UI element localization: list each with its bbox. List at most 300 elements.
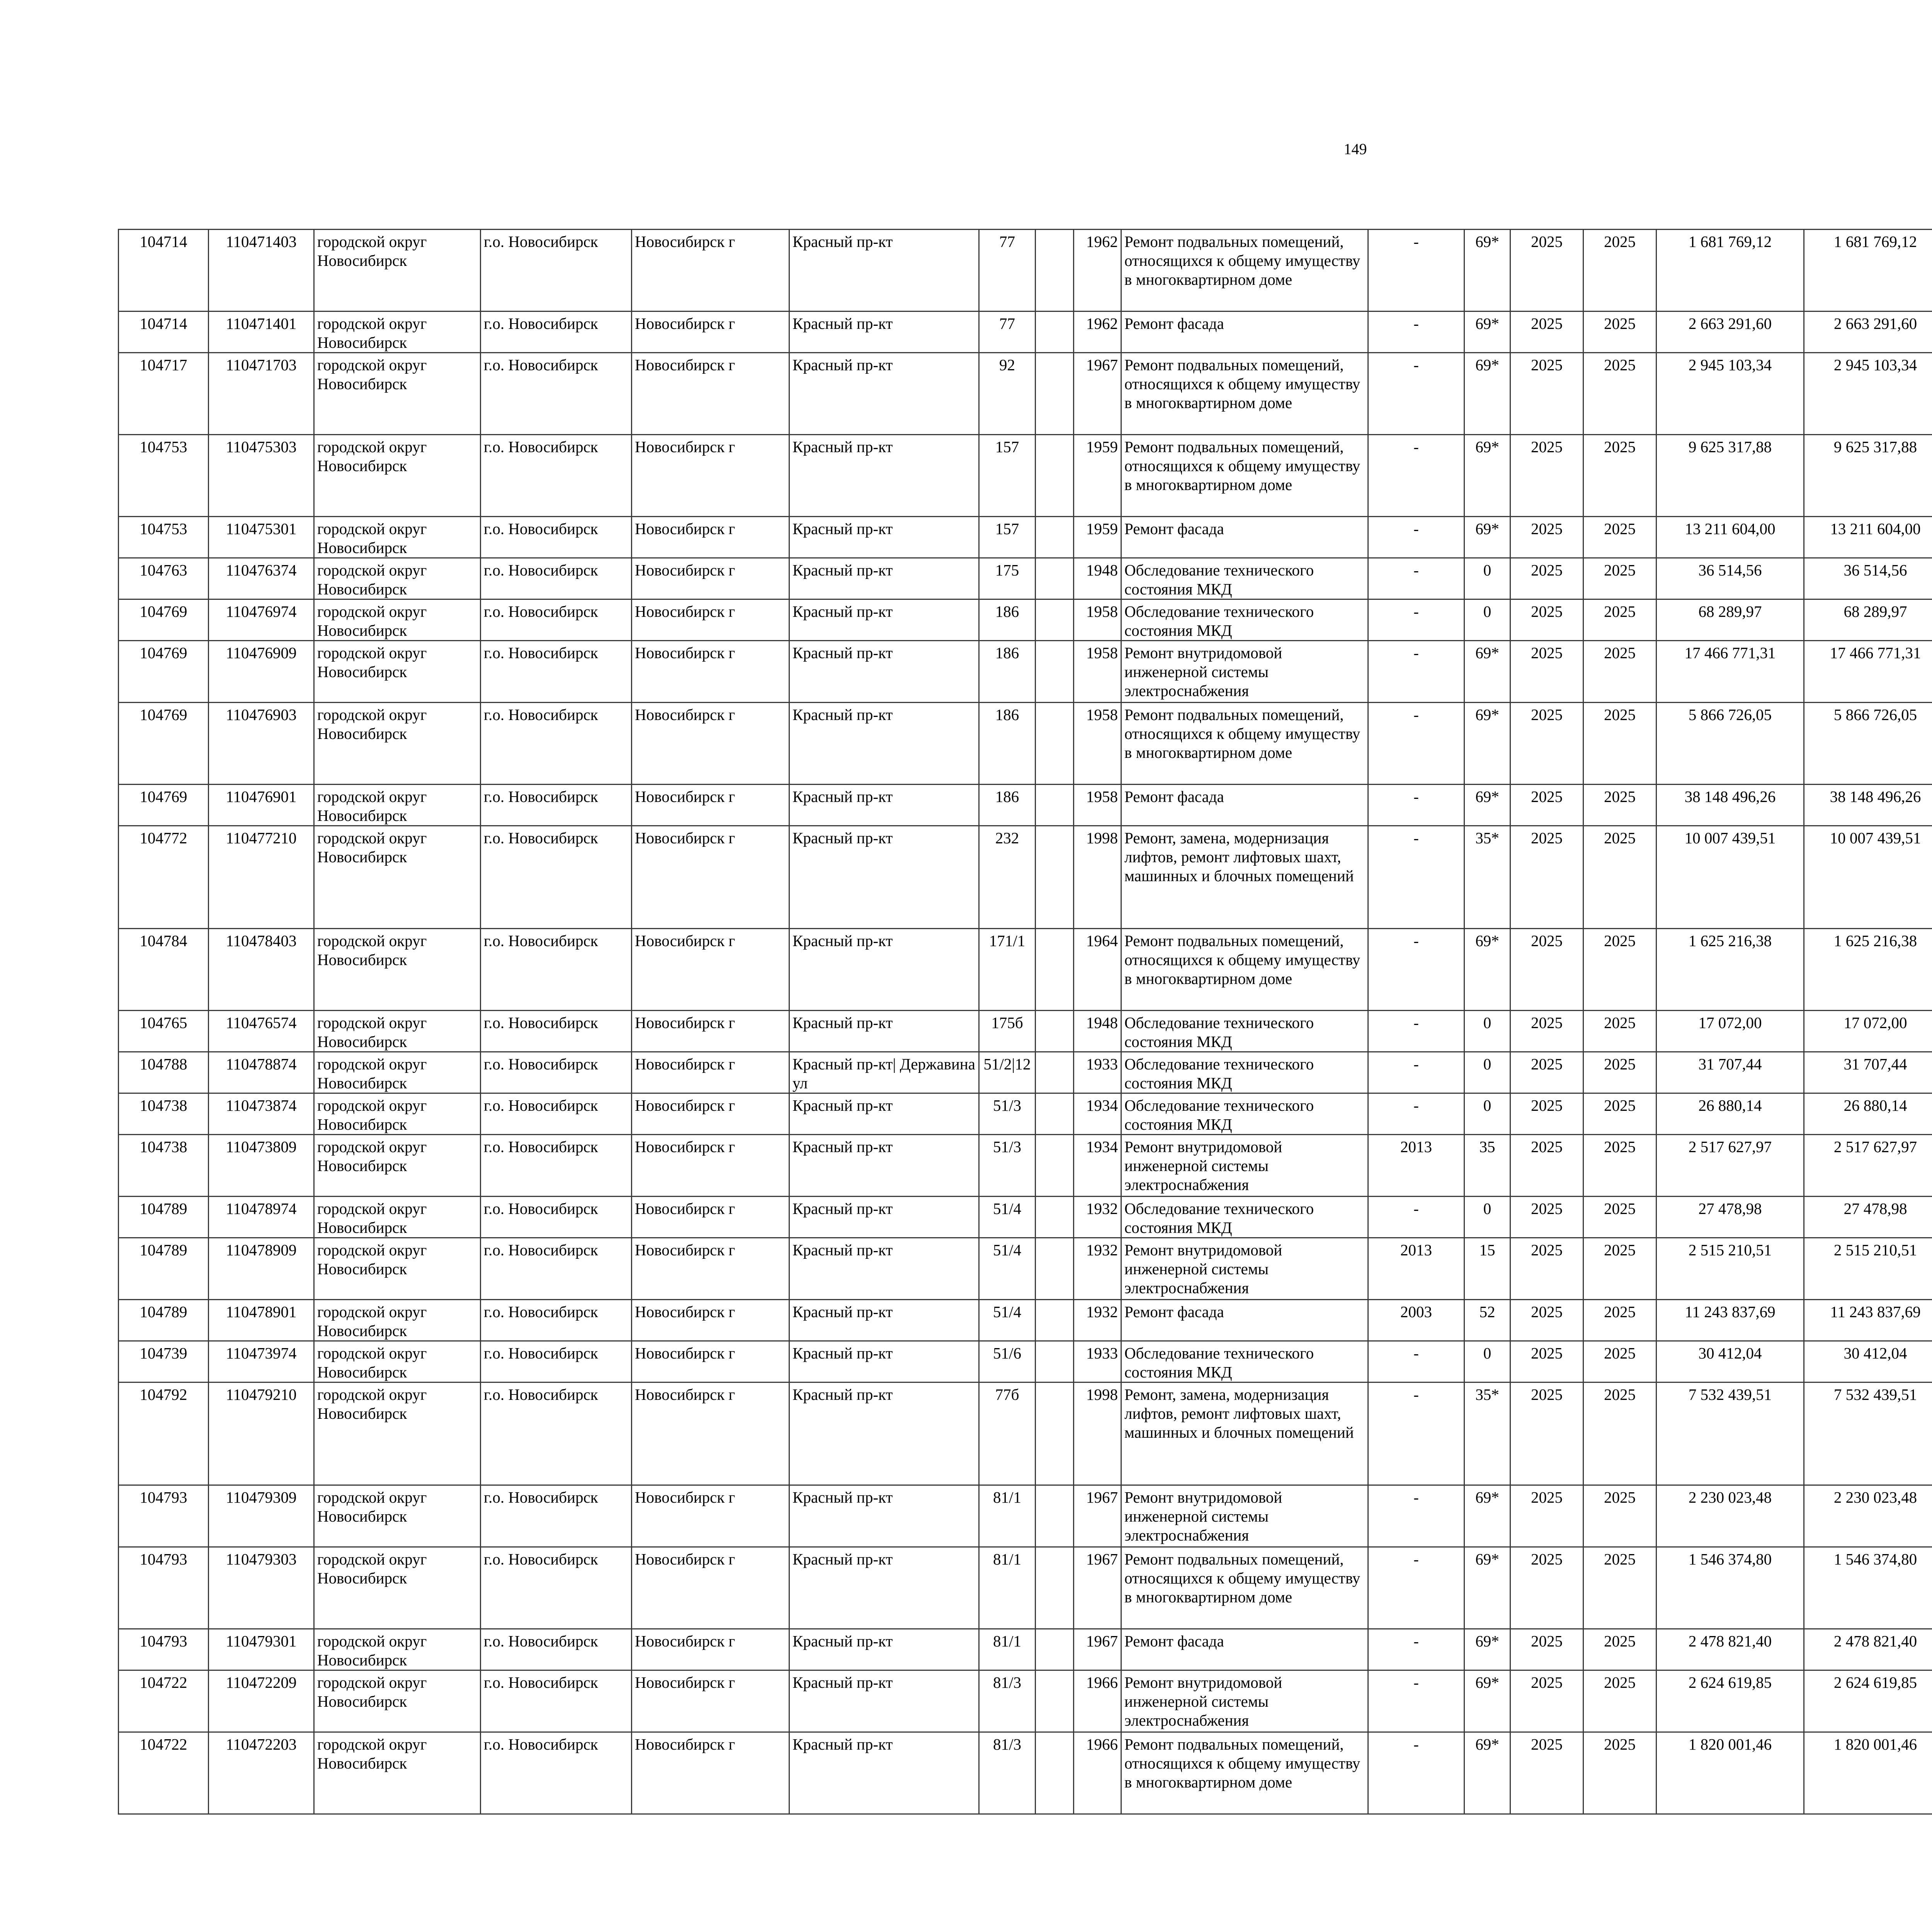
cell-municipal-district: городской округ Новосибирск <box>314 1135 481 1197</box>
cell-work-type: Ремонт фасада <box>1121 517 1368 558</box>
cell-work-type: Ремонт подвальных помещений, относящихся к общему имуществу в многоквартирном доме <box>1121 1547 1368 1629</box>
cell-total-cost: 1 546 374,80 <box>1656 1547 1804 1629</box>
cell-plan-year-end: 2025 <box>1583 435 1656 517</box>
cell-municipal-district: городской округ Новосибирск <box>314 599 481 641</box>
cell-total-cost: 2 517 627,97 <box>1656 1135 1804 1197</box>
page-number: 149 <box>1344 140 1367 158</box>
cell-locality: Новосибирск г <box>632 929 789 1011</box>
cell-plan-year-start: 2025 <box>1510 1485 1583 1547</box>
cell-work-id: 110471703 <box>209 353 314 435</box>
cell-work-type: Ремонт внутридомовой инженерной системы электроснабжения <box>1121 641 1368 703</box>
cell-settlement: г.о. Новосибирск <box>481 230 632 312</box>
cell-building <box>1036 1052 1074 1093</box>
cell-municipal-district: городской округ Новосибирск <box>314 1547 481 1629</box>
cell-municipal-district: городской округ Новосибирск <box>314 1382 481 1485</box>
cell-total-cost: 2 945 103,34 <box>1656 353 1804 435</box>
cell-fund-cost: 9 625 317,88 <box>1804 435 1932 517</box>
cell-construction-year: 1948 <box>1074 558 1121 599</box>
cell-construction-year: 1967 <box>1074 1485 1121 1547</box>
cell-house-id: 104753 <box>119 435 209 517</box>
cell-last-repair-year: - <box>1368 1093 1464 1135</box>
cell-wear-percent: 69* <box>1464 1547 1510 1629</box>
cell-work-id: 110476974 <box>209 599 314 641</box>
cell-house-id: 104789 <box>119 1238 209 1300</box>
cell-municipal-district: городской округ Новосибирск <box>314 353 481 435</box>
table-row <box>119 1670 1932 1732</box>
table-row <box>119 435 1932 517</box>
cell-plan-year-start: 2025 <box>1510 599 1583 641</box>
cell-plan-year-end: 2025 <box>1583 641 1656 703</box>
cell-wear-percent: 69* <box>1464 1732 1510 1814</box>
cell-construction-year: 1933 <box>1074 1341 1121 1382</box>
cell-settlement: г.о. Новосибирск <box>481 1547 632 1629</box>
cell-fund-cost: 30 412,04 <box>1804 1341 1932 1382</box>
cell-building <box>1036 1382 1074 1485</box>
cell-plan-year-start: 2025 <box>1510 1732 1583 1814</box>
cell-house-id: 104793 <box>119 1547 209 1629</box>
cell-total-cost: 7 532 439,51 <box>1656 1382 1804 1485</box>
cell-work-id: 110471401 <box>209 312 314 353</box>
cell-work-id: 110472203 <box>209 1732 314 1814</box>
table-row <box>119 1341 1932 1382</box>
cell-work-id: 110475301 <box>209 517 314 558</box>
cell-house-id: 104738 <box>119 1135 209 1197</box>
cell-construction-year: 1959 <box>1074 435 1121 517</box>
cell-last-repair-year: - <box>1368 703 1464 785</box>
cell-municipal-district: городской округ Новосибирск <box>314 703 481 785</box>
cell-plan-year-start: 2025 <box>1510 353 1583 435</box>
cell-work-type: Ремонт фасада <box>1121 1300 1368 1341</box>
cell-fund-cost: 2 478 821,40 <box>1804 1629 1932 1670</box>
cell-total-cost: 13 211 604,00 <box>1656 517 1804 558</box>
cell-house-id: 104769 <box>119 599 209 641</box>
cell-settlement: г.о. Новосибирск <box>481 703 632 785</box>
cell-work-id: 110479210 <box>209 1382 314 1485</box>
cell-plan-year-end: 2025 <box>1583 785 1656 826</box>
cell-building <box>1036 1011 1074 1052</box>
cell-last-repair-year: - <box>1368 1485 1464 1547</box>
cell-house-number: 51/3 <box>979 1093 1036 1135</box>
cell-total-cost: 30 412,04 <box>1656 1341 1804 1382</box>
cell-plan-year-end: 2025 <box>1583 1197 1656 1238</box>
cell-building <box>1036 517 1074 558</box>
cell-building <box>1036 312 1074 353</box>
table-row <box>119 1135 1932 1197</box>
cell-house-number: 51/2|12 <box>979 1052 1036 1093</box>
cell-building <box>1036 1238 1074 1300</box>
cell-wear-percent: 0 <box>1464 1197 1510 1238</box>
cell-construction-year: 1967 <box>1074 1629 1121 1670</box>
cell-street: Красный пр-кт <box>789 1011 979 1052</box>
cell-house-id: 104765 <box>119 1011 209 1052</box>
cell-street: Красный пр-кт <box>789 230 979 312</box>
cell-house-id: 104722 <box>119 1732 209 1814</box>
cell-total-cost: 2 624 619,85 <box>1656 1670 1804 1732</box>
cell-work-id: 110477210 <box>209 826 314 929</box>
cell-plan-year-end: 2025 <box>1583 1011 1656 1052</box>
cell-settlement: г.о. Новосибирск <box>481 1197 632 1238</box>
cell-street: Красный пр-кт <box>789 641 979 703</box>
cell-settlement: г.о. Новосибирск <box>481 312 632 353</box>
cell-work-id: 110472209 <box>209 1670 314 1732</box>
cell-locality: Новосибирск г <box>632 558 789 599</box>
cell-house-number: 175б <box>979 1011 1036 1052</box>
cell-work-type: Ремонт подвальных помещений, относящихся к общему имуществу в многоквартирном доме <box>1121 1732 1368 1814</box>
cell-construction-year: 1958 <box>1074 785 1121 826</box>
cell-work-id: 110478909 <box>209 1238 314 1300</box>
cell-total-cost: 2 230 023,48 <box>1656 1485 1804 1547</box>
cell-street: Красный пр-кт <box>789 1382 979 1485</box>
cell-fund-cost: 1 681 769,12 <box>1804 230 1932 312</box>
cell-street: Красный пр-кт <box>789 929 979 1011</box>
cell-work-type: Ремонт подвальных помещений, относящихся к общему имуществу в многоквартирном доме <box>1121 435 1368 517</box>
cell-fund-cost: 5 866 726,05 <box>1804 703 1932 785</box>
cell-construction-year: 1958 <box>1074 599 1121 641</box>
cell-last-repair-year: - <box>1368 1629 1464 1670</box>
cell-plan-year-end: 2025 <box>1583 1052 1656 1093</box>
cell-plan-year-start: 2025 <box>1510 1052 1583 1093</box>
cell-settlement: г.о. Новосибирск <box>481 826 632 929</box>
cell-locality: Новосибирск г <box>632 1238 789 1300</box>
table-row <box>119 353 1932 435</box>
cell-work-type: Ремонт фасада <box>1121 1629 1368 1670</box>
cell-plan-year-end: 2025 <box>1583 1341 1656 1382</box>
cell-wear-percent: 15 <box>1464 1238 1510 1300</box>
cell-wear-percent: 69* <box>1464 929 1510 1011</box>
cell-municipal-district: городской округ Новосибирск <box>314 435 481 517</box>
cell-construction-year: 1966 <box>1074 1670 1121 1732</box>
cell-last-repair-year: 2003 <box>1368 1300 1464 1341</box>
cell-work-id: 110479309 <box>209 1485 314 1547</box>
cell-last-repair-year: - <box>1368 1341 1464 1382</box>
cell-locality: Новосибирск г <box>632 1011 789 1052</box>
cell-last-repair-year: - <box>1368 1197 1464 1238</box>
cell-municipal-district: городской округ Новосибирск <box>314 1670 481 1732</box>
cell-building <box>1036 1093 1074 1135</box>
cell-house-number: 51/4 <box>979 1238 1036 1300</box>
cell-settlement: г.о. Новосибирск <box>481 353 632 435</box>
cell-locality: Новосибирск г <box>632 353 789 435</box>
cell-fund-cost: 1 546 374,80 <box>1804 1547 1932 1629</box>
cell-municipal-district: городской округ Новосибирск <box>314 641 481 703</box>
cell-wear-percent: 69* <box>1464 1670 1510 1732</box>
cell-work-type: Обследование технического состояния МКД <box>1121 1052 1368 1093</box>
cell-locality: Новосибирск г <box>632 785 789 826</box>
cell-house-id: 104738 <box>119 1093 209 1135</box>
table-row <box>119 1238 1932 1300</box>
cell-plan-year-start: 2025 <box>1510 1197 1583 1238</box>
cell-building <box>1036 785 1074 826</box>
cell-locality: Новосибирск г <box>632 641 789 703</box>
cell-wear-percent: 0 <box>1464 1093 1510 1135</box>
cell-last-repair-year: - <box>1368 312 1464 353</box>
cell-total-cost: 38 148 496,26 <box>1656 785 1804 826</box>
table-row <box>119 517 1932 558</box>
cell-settlement: г.о. Новосибирск <box>481 1052 632 1093</box>
cell-house-number: 232 <box>979 826 1036 929</box>
cell-plan-year-end: 2025 <box>1583 1135 1656 1197</box>
cell-last-repair-year: - <box>1368 353 1464 435</box>
cell-building <box>1036 1135 1074 1197</box>
cell-locality: Новосибирск г <box>632 703 789 785</box>
cell-fund-cost: 1 625 216,38 <box>1804 929 1932 1011</box>
cell-street: Красный пр-кт <box>789 1093 979 1135</box>
cell-work-id: 110476901 <box>209 785 314 826</box>
cell-municipal-district: городской округ Новосибирск <box>314 785 481 826</box>
cell-fund-cost: 2 517 627,97 <box>1804 1135 1932 1197</box>
cell-work-type: Ремонт внутридомовой инженерной системы электроснабжения <box>1121 1238 1368 1300</box>
cell-house-number: 81/1 <box>979 1485 1036 1547</box>
cell-settlement: г.о. Новосибирск <box>481 1629 632 1670</box>
cell-house-id: 104793 <box>119 1485 209 1547</box>
cell-total-cost: 1 820 001,46 <box>1656 1732 1804 1814</box>
cell-fund-cost: 68 289,97 <box>1804 599 1932 641</box>
cell-construction-year: 1934 <box>1074 1135 1121 1197</box>
cell-fund-cost: 13 211 604,00 <box>1804 517 1932 558</box>
cell-settlement: г.о. Новосибирск <box>481 641 632 703</box>
cell-construction-year: 1964 <box>1074 929 1121 1011</box>
cell-work-type: Ремонт, замена, модернизация лифтов, ремонт лифтовых шахт, машинных и блочных помещений <box>1121 826 1368 929</box>
cell-street: Красный пр-кт <box>789 312 979 353</box>
cell-plan-year-start: 2025 <box>1510 230 1583 312</box>
cell-total-cost: 10 007 439,51 <box>1656 826 1804 929</box>
cell-plan-year-end: 2025 <box>1583 1300 1656 1341</box>
cell-locality: Новосибирск г <box>632 1732 789 1814</box>
cell-house-id: 104789 <box>119 1300 209 1341</box>
cell-fund-cost: 36 514,56 <box>1804 558 1932 599</box>
cell-municipal-district: городской округ Новосибирск <box>314 1011 481 1052</box>
cell-plan-year-start: 2025 <box>1510 517 1583 558</box>
cell-fund-cost: 17 072,00 <box>1804 1011 1932 1052</box>
cell-house-number: 81/1 <box>979 1629 1036 1670</box>
table-body <box>119 230 1932 1814</box>
cell-fund-cost: 1 820 001,46 <box>1804 1732 1932 1814</box>
cell-house-id: 104769 <box>119 703 209 785</box>
cell-fund-cost: 10 007 439,51 <box>1804 826 1932 929</box>
cell-total-cost: 27 478,98 <box>1656 1197 1804 1238</box>
cell-building <box>1036 230 1074 312</box>
cell-municipal-district: городской округ Новосибирск <box>314 929 481 1011</box>
cell-total-cost: 1 625 216,38 <box>1656 929 1804 1011</box>
cell-locality: Новосибирск г <box>632 1197 789 1238</box>
cell-settlement: г.о. Новосибирск <box>481 929 632 1011</box>
table-row <box>119 1197 1932 1238</box>
table-row <box>119 1485 1932 1547</box>
cell-house-number: 77 <box>979 312 1036 353</box>
cell-settlement: г.о. Новосибирск <box>481 1300 632 1341</box>
cell-locality: Новосибирск г <box>632 1670 789 1732</box>
cell-house-id: 104714 <box>119 312 209 353</box>
cell-wear-percent: 0 <box>1464 1341 1510 1382</box>
cell-house-id: 104769 <box>119 785 209 826</box>
cell-work-id: 110478874 <box>209 1052 314 1093</box>
cell-house-id: 104722 <box>119 1670 209 1732</box>
cell-building <box>1036 1197 1074 1238</box>
cell-last-repair-year: 2013 <box>1368 1135 1464 1197</box>
cell-total-cost: 68 289,97 <box>1656 599 1804 641</box>
cell-house-number: 77б <box>979 1382 1036 1485</box>
cell-work-type: Обследование технического состояния МКД <box>1121 558 1368 599</box>
cell-house-id: 104717 <box>119 353 209 435</box>
cell-locality: Новосибирск г <box>632 1135 789 1197</box>
cell-house-number: 92 <box>979 353 1036 435</box>
cell-plan-year-end: 2025 <box>1583 558 1656 599</box>
table-row <box>119 1300 1932 1341</box>
cell-plan-year-start: 2025 <box>1510 1238 1583 1300</box>
table-row <box>119 230 1932 312</box>
cell-building <box>1036 558 1074 599</box>
cell-work-type: Ремонт внутридомовой инженерной системы электроснабжения <box>1121 1485 1368 1547</box>
cell-plan-year-end: 2025 <box>1583 312 1656 353</box>
cell-building <box>1036 826 1074 929</box>
cell-work-id: 110478974 <box>209 1197 314 1238</box>
cell-total-cost: 31 707,44 <box>1656 1052 1804 1093</box>
cell-plan-year-end: 2025 <box>1583 929 1656 1011</box>
cell-house-id: 104769 <box>119 641 209 703</box>
cell-street: Красный пр-кт <box>789 785 979 826</box>
cell-locality: Новосибирск г <box>632 1300 789 1341</box>
table-row <box>119 703 1932 785</box>
cell-house-number: 186 <box>979 703 1036 785</box>
cell-plan-year-end: 2025 <box>1583 230 1656 312</box>
cell-total-cost: 2 478 821,40 <box>1656 1629 1804 1670</box>
cell-construction-year: 1932 <box>1074 1300 1121 1341</box>
cell-building <box>1036 929 1074 1011</box>
cell-wear-percent: 35* <box>1464 1382 1510 1485</box>
cell-total-cost: 9 625 317,88 <box>1656 435 1804 517</box>
cell-construction-year: 1967 <box>1074 353 1121 435</box>
cell-fund-cost: 31 707,44 <box>1804 1052 1932 1093</box>
cell-house-number: 51/3 <box>979 1135 1036 1197</box>
cell-last-repair-year: - <box>1368 599 1464 641</box>
cell-last-repair-year: - <box>1368 558 1464 599</box>
cell-total-cost: 5 866 726,05 <box>1656 703 1804 785</box>
cell-fund-cost: 2 624 619,85 <box>1804 1670 1932 1732</box>
cell-building <box>1036 641 1074 703</box>
cell-building <box>1036 1341 1074 1382</box>
cell-last-repair-year: - <box>1368 1732 1464 1814</box>
cell-street: Красный пр-кт <box>789 353 979 435</box>
cell-total-cost: 36 514,56 <box>1656 558 1804 599</box>
table-row <box>119 1382 1932 1485</box>
cell-work-id: 110476574 <box>209 1011 314 1052</box>
cell-fund-cost: 38 148 496,26 <box>1804 785 1932 826</box>
cell-house-number: 186 <box>979 785 1036 826</box>
cell-settlement: г.о. Новосибирск <box>481 1238 632 1300</box>
cell-municipal-district: городской округ Новосибирск <box>314 1197 481 1238</box>
cell-house-number: 157 <box>979 435 1036 517</box>
cell-total-cost: 26 880,14 <box>1656 1093 1804 1135</box>
cell-street: Красный пр-кт <box>789 517 979 558</box>
cell-plan-year-end: 2025 <box>1583 1485 1656 1547</box>
cell-work-type: Обследование технического состояния МКД <box>1121 599 1368 641</box>
cell-total-cost: 2 663 291,60 <box>1656 312 1804 353</box>
cell-house-number: 186 <box>979 599 1036 641</box>
cell-house-id: 104788 <box>119 1052 209 1093</box>
cell-plan-year-start: 2025 <box>1510 1670 1583 1732</box>
cell-work-id: 110476374 <box>209 558 314 599</box>
cell-last-repair-year: - <box>1368 1670 1464 1732</box>
cell-work-id: 110478403 <box>209 929 314 1011</box>
cell-settlement: г.о. Новосибирск <box>481 1093 632 1135</box>
cell-work-type: Обследование технического состояния МКД <box>1121 1011 1368 1052</box>
cell-wear-percent: 0 <box>1464 1052 1510 1093</box>
cell-settlement: г.о. Новосибирск <box>481 1732 632 1814</box>
cell-work-id: 110476903 <box>209 703 314 785</box>
cell-wear-percent: 69* <box>1464 435 1510 517</box>
table-row <box>119 1011 1932 1052</box>
cell-street: Красный пр-кт <box>789 703 979 785</box>
cell-municipal-district: городской округ Новосибирск <box>314 1300 481 1341</box>
table-row <box>119 641 1932 703</box>
cell-last-repair-year: - <box>1368 1011 1464 1052</box>
cell-municipal-district: городской округ Новосибирск <box>314 1341 481 1382</box>
cell-building <box>1036 703 1074 785</box>
cell-work-type: Ремонт внутридомовой инженерной системы электроснабжения <box>1121 1670 1368 1732</box>
cell-work-type: Ремонт подвальных помещений, относящихся к общему имуществу в многоквартирном доме <box>1121 230 1368 312</box>
cell-fund-cost: 7 532 439,51 <box>1804 1382 1932 1485</box>
cell-plan-year-end: 2025 <box>1583 1732 1656 1814</box>
cell-plan-year-end: 2025 <box>1583 1547 1656 1629</box>
cell-work-type: Ремонт подвальных помещений, относящихся к общему имуществу в многоквартирном доме <box>1121 703 1368 785</box>
cell-municipal-district: городской округ Новосибирск <box>314 1629 481 1670</box>
cell-plan-year-start: 2025 <box>1510 1135 1583 1197</box>
cell-wear-percent: 69* <box>1464 703 1510 785</box>
cell-house-number: 186 <box>979 641 1036 703</box>
cell-street: Красный пр-кт <box>789 1341 979 1382</box>
cell-municipal-district: городской округ Новосибирск <box>314 826 481 929</box>
table-row <box>119 1052 1932 1093</box>
cell-house-id: 104793 <box>119 1629 209 1670</box>
cell-wear-percent: 35 <box>1464 1135 1510 1197</box>
cell-plan-year-start: 2025 <box>1510 1300 1583 1341</box>
cell-construction-year: 1962 <box>1074 230 1121 312</box>
cell-plan-year-start: 2025 <box>1510 1547 1583 1629</box>
cell-work-id: 110478901 <box>209 1300 314 1341</box>
cell-street: Красный пр-кт <box>789 1238 979 1300</box>
cell-last-repair-year: - <box>1368 1547 1464 1629</box>
cell-settlement: г.о. Новосибирск <box>481 1135 632 1197</box>
cell-street: Красный пр-кт <box>789 1197 979 1238</box>
cell-locality: Новосибирск г <box>632 1629 789 1670</box>
cell-house-id: 104784 <box>119 929 209 1011</box>
cell-wear-percent: 69* <box>1464 312 1510 353</box>
cell-work-type: Обследование технического состояния МКД <box>1121 1341 1368 1382</box>
cell-municipal-district: городской округ Новосибирск <box>314 1052 481 1093</box>
cell-work-type: Ремонт подвальных помещений, относящихся к общему имуществу в многоквартирном доме <box>1121 353 1368 435</box>
cell-fund-cost: 2 230 023,48 <box>1804 1485 1932 1547</box>
cell-settlement: г.о. Новосибирск <box>481 1382 632 1485</box>
cell-work-id: 110473874 <box>209 1093 314 1135</box>
cell-street: Красный пр-кт <box>789 1300 979 1341</box>
cell-fund-cost: 2 515 210,51 <box>1804 1238 1932 1300</box>
cell-house-number: 175 <box>979 558 1036 599</box>
cell-wear-percent: 69* <box>1464 641 1510 703</box>
cell-work-id: 110476909 <box>209 641 314 703</box>
cell-locality: Новосибирск г <box>632 1341 789 1382</box>
cell-plan-year-start: 2025 <box>1510 785 1583 826</box>
cell-locality: Новосибирск г <box>632 1052 789 1093</box>
cell-municipal-district: городской округ Новосибирск <box>314 558 481 599</box>
cell-last-repair-year: - <box>1368 435 1464 517</box>
capital-repair-registry-table <box>118 229 1932 1815</box>
cell-construction-year: 1934 <box>1074 1093 1121 1135</box>
cell-construction-year: 1998 <box>1074 826 1121 929</box>
cell-street: Красный пр-кт <box>789 826 979 929</box>
cell-settlement: г.о. Новосибирск <box>481 785 632 826</box>
cell-plan-year-start: 2025 <box>1510 1629 1583 1670</box>
cell-total-cost: 1 681 769,12 <box>1656 230 1804 312</box>
